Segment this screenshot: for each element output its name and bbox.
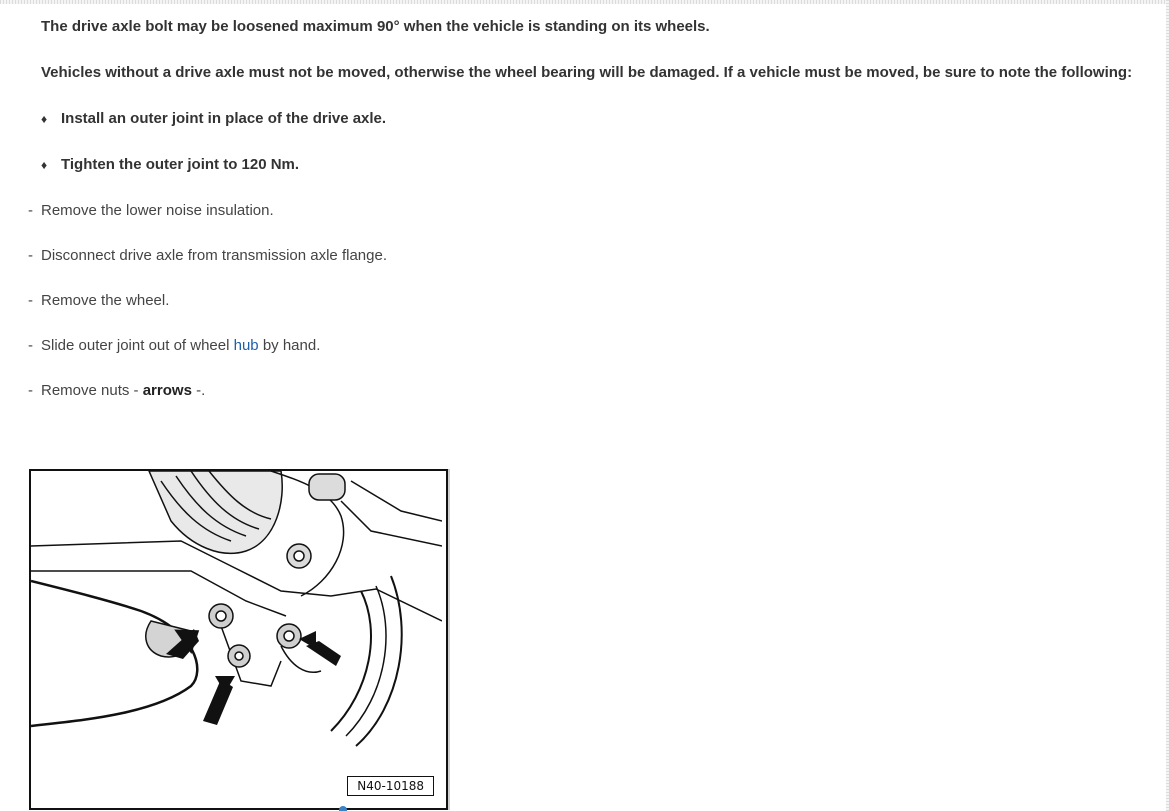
bullet-item-2 [41, 156, 299, 173]
caution-note-2: Vehicles without a drive axle must not be moved, otherwise the wheel bearing will be damaged. If a vehicle must be moved, be sure to note the following: [41, 64, 1133, 81]
step-dash: - [28, 202, 33, 219]
step-disconnect-axle [28, 247, 387, 264]
bullet-text: Tighten the outer joint to 120 Nm. [61, 156, 300, 173]
caution-note-1: The drive axle bolt may be loosened maximum 90° when the vehicle is standing on its wheels. [41, 18, 710, 35]
step-text-before: Slide outer joint out of wheel [41, 337, 234, 354]
step-remove-wheel [28, 292, 169, 309]
scroll-indicator-icon [339, 806, 347, 811]
suspension-figure [29, 469, 448, 810]
step-text-before: Remove nuts - [41, 382, 143, 399]
step-text-after: by hand. [258, 337, 321, 354]
hub-link[interactable]: hub [233, 337, 259, 354]
step-text-after: -. [191, 382, 206, 399]
diamond-bullet-icon: ♦ [41, 112, 48, 126]
step-dash: - [28, 337, 33, 354]
step-dash: - [28, 247, 33, 264]
step-text: Remove the lower noise insulation. [41, 202, 274, 219]
step-remove-nuts [28, 382, 205, 399]
step-text: Disconnect drive axle from transmission axle flange. [41, 247, 387, 264]
step-text: Remove the wheel. [41, 292, 170, 309]
bullet-text: Install an outer joint in place of the drive axle. [61, 110, 387, 127]
arrows-keyword: arrows [142, 382, 192, 399]
figure-label: N40-10188 [347, 776, 434, 796]
bullet-item-1 [41, 110, 386, 127]
top-border [0, 0, 1169, 4]
diamond-bullet-icon: ♦ [41, 158, 48, 172]
step-dash: - [28, 292, 33, 309]
suspension-illustration [31, 471, 442, 804]
step-slide-joint [28, 337, 320, 354]
step-remove-insulation [28, 202, 274, 219]
step-dash: - [28, 382, 33, 399]
